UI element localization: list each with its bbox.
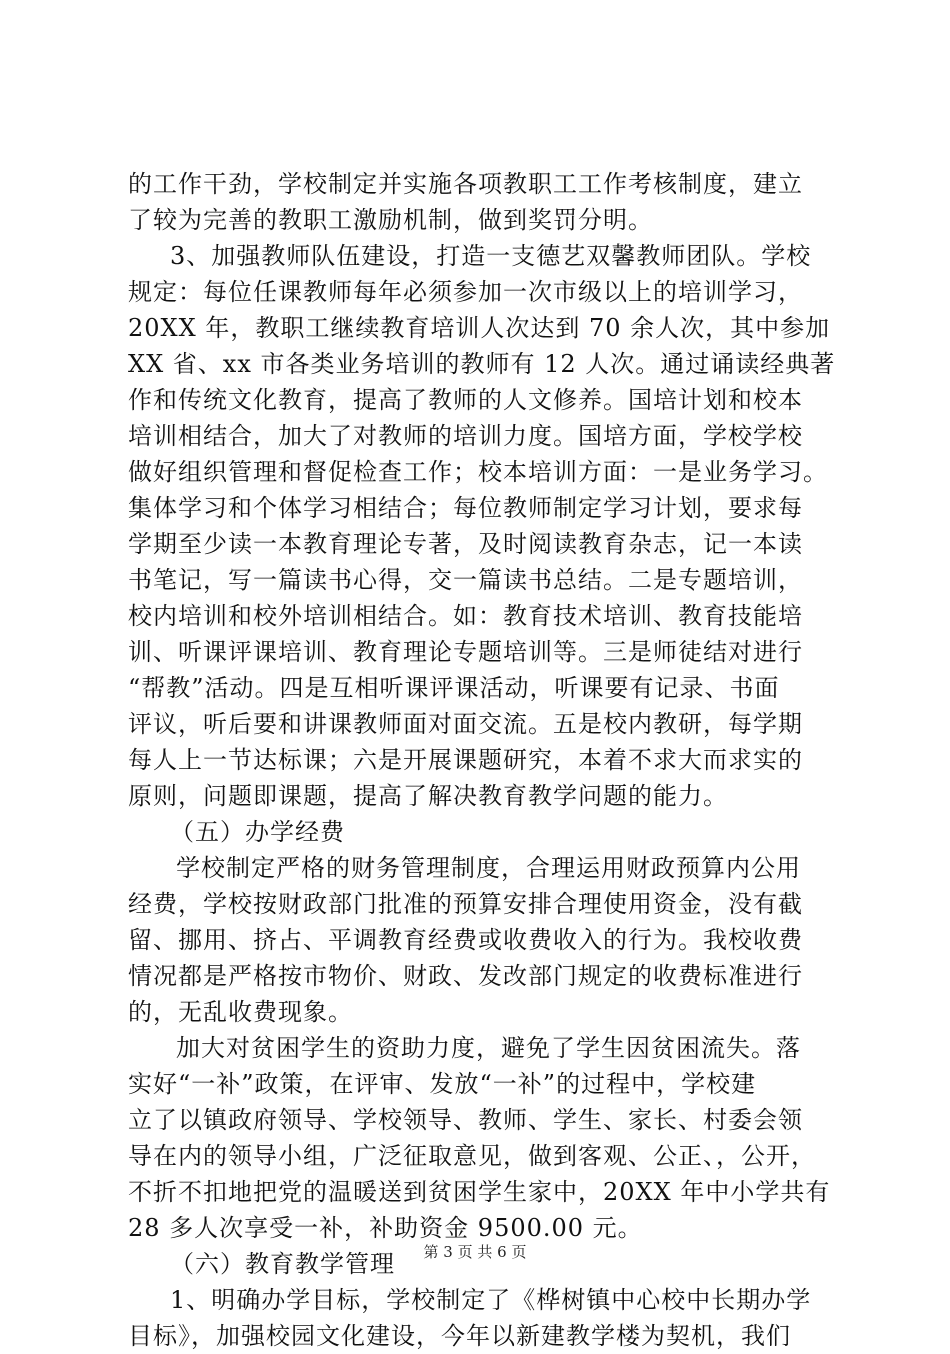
text-line-28: 导在内的领导小组，广泛征取意见，做到客观、公正、，公开， (128, 1142, 816, 1170)
text-line-3: 3、加强教师队伍建设，打造一支德艺双馨教师团队。学校 (170, 242, 812, 270)
text-line-8: 培训相结合，加大了对教师的培训力度。国培方面，学校学校 (128, 422, 803, 450)
text-line-1: 的工作干劲，学校制定并实施各项教职工工作考核制度，建立 (128, 170, 803, 198)
text-line-32: 1、明确办学目标，学校制定了《桦树镇中心校中长期办学 (170, 1286, 812, 1314)
text-line-2: 了较为完善的教职工激励机制，做到奖罚分明。 (128, 206, 653, 234)
text-line-16: 评议，听后要和讲课教师面对面交流。五是校内教研，每学期 (128, 710, 803, 738)
document-body (128, 166, 836, 1354)
text-line-7: 作和传统文化教育，提高了教师的人文修养。国培计划和校本 (128, 386, 803, 414)
text-line-17: 每人上一节达标课；六是开展课题研究，本着不求大而求实的 (128, 746, 803, 774)
text-line-4: 规定：每位任课教师每年必须参加一次市级以上的培训学习， (128, 278, 803, 306)
section-heading-teaching-management: （六）教育教学管理 (170, 1250, 395, 1278)
text-line-27: 立了以镇政府领导、学校领导、教师、学生、家长、村委会领 (128, 1106, 803, 1134)
text-line-13: 校内培训和校外培训相结合。如：教育技术培训、教育技能培 (128, 602, 803, 630)
text-line-18: 原则，问题即课题，提高了解决教育教学问题的能力。 (128, 782, 728, 810)
text-line-10: 集体学习和个体学习相结合；每位教师制定学习计划，要求每 (128, 494, 803, 522)
section-heading-funding: （五）办学经费 (170, 818, 345, 846)
text-line-14: 训、听课评课培训、教育理论专题培训等。三是师徒结对进行 (128, 638, 803, 666)
text-line-9: 做好组织管理和督促检查工作；校本培训方面：一是业务学习。 (128, 458, 828, 486)
page-number-footer: 第 3 页 共 6 页 (423, 1243, 527, 1261)
text-line-6: XX 省、xx 市各类业务培训的教师有 12 人次。通过诵读经典著 (128, 350, 836, 378)
text-line-11: 学期至少读一本教育理论专著，及时阅读教育杂志，记一本读 (128, 530, 803, 558)
text-line-30: 28 多人次享受一补，补助资金 9500.00 元。 (128, 1214, 643, 1242)
text-line-22: 留、挪用、挤占、平调教育经费或收费收入的行为。我校收费 (128, 926, 803, 954)
text-line-20: 学校制定严格的财务管理制度，合理运用财政预算内公用 (176, 854, 801, 882)
text-line-5: 20XX 年，教职工继续教育培训人次达到 70 余人次，其中参加 (128, 314, 831, 342)
text-line-25: 加大对贫困学生的资助力度，避免了学生因贫困流失。落 (176, 1034, 801, 1062)
text-line-24: 的，无乱收费现象。 (128, 998, 353, 1026)
text-line-23: 情况都是严格按市物价、财政、发改部门规定的收费标准进行 (128, 962, 803, 990)
text-line-29: 不折不扣地把党的温暖送到贫困学生家中，20XX 年中小学共有 (128, 1178, 831, 1206)
text-line-26: 实好“一补”政策，在评审、发放“一补”的过程中，学校建 (128, 1070, 757, 1098)
text-line-15: “帮教”活动。四是互相听课评课活动，听课要有记录、书面 (128, 674, 780, 702)
text-line-12: 书笔记，写一篇读书心得，交一篇读书总结。二是专题培训， (128, 566, 803, 594)
text-line-33: 目标》，加强校园文化建设，今年以新建教学楼为契机，我们 (128, 1322, 791, 1350)
text-line-21: 经费，学校按财政部门批准的预算安排合理使用资金，没有截 (128, 890, 803, 918)
